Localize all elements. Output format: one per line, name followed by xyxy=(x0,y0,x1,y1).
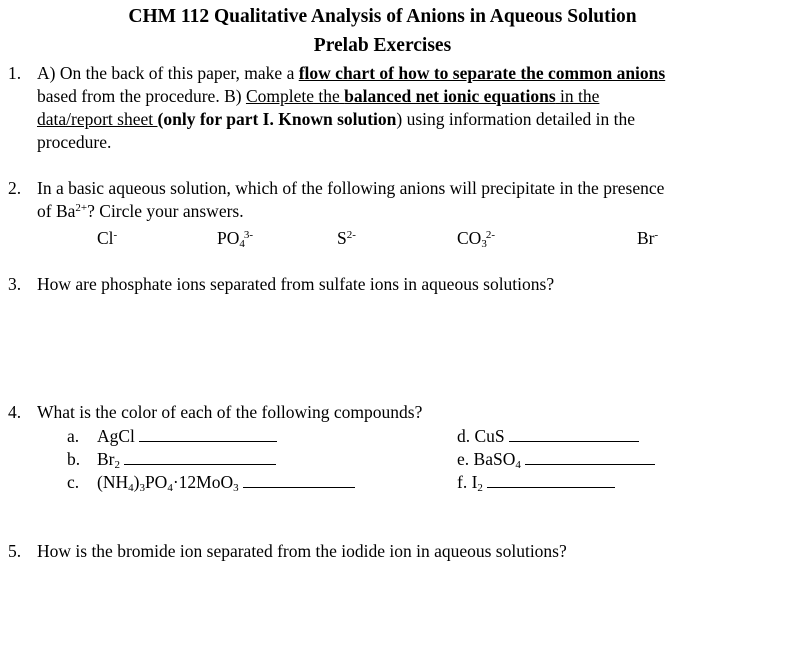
anion-subscript: 3 xyxy=(481,238,487,251)
q4-item-b xyxy=(97,448,276,470)
question-1-number: 1. xyxy=(8,63,22,83)
anion-choice-chloride[interactable] xyxy=(97,227,117,249)
answer-blank-i2[interactable] xyxy=(487,471,615,488)
compound-formula-part: f. I xyxy=(457,472,478,492)
q1-known-solution-emphasis: (only for part I. Known solution xyxy=(157,109,397,129)
anion-charge: 2- xyxy=(485,228,495,241)
q1-complete-underlined: Complete the xyxy=(245,86,345,106)
anion-formula: S xyxy=(337,228,347,248)
question-2-line-1: In a basic aqueous solution, which of the following anions will precipitate in the presence xyxy=(37,178,665,198)
anion-charge: 2- xyxy=(346,228,356,241)
q1-report-sheet-underlined: data/report sheet xyxy=(37,109,158,129)
question-1-line-3 xyxy=(37,108,635,130)
compound-subscript: 3 xyxy=(233,482,239,495)
question-1-line-2 xyxy=(37,85,599,107)
compound-subscript: 4 xyxy=(515,459,521,472)
question-5-text: How is the bromide ion separated from the iodide ion in aqueous solutions? xyxy=(37,541,567,561)
compound-formula-part: Br xyxy=(97,449,115,469)
compound-br2 xyxy=(97,449,120,472)
answer-blank-ammonium-phosphomolybdate[interactable] xyxy=(243,471,355,488)
question-3-number: 3. xyxy=(8,274,22,294)
answer-blank-baso4[interactable] xyxy=(525,448,655,465)
question-1-line-4: procedure. xyxy=(37,132,112,152)
page-title: CHM 112 Qualitative Analysis of Anions in Aqueous Solution xyxy=(128,6,637,27)
q2-text-part: of Ba xyxy=(37,201,76,221)
anion-charge: - xyxy=(113,228,118,241)
q1-flow-chart-emphasis: flow chart of how to separate the common anions xyxy=(298,63,666,83)
anion-choice-phosphate[interactable] xyxy=(217,227,253,249)
anion-choice-bromide[interactable] xyxy=(637,227,658,249)
compound-agcl: AgCl xyxy=(97,426,135,446)
compound-ammonium-phosphomolybdate xyxy=(97,472,239,495)
anion-subscript: 4 xyxy=(239,238,245,251)
compound-subscript: 2 xyxy=(477,482,483,495)
anion-choice-carbonate[interactable] xyxy=(457,227,495,249)
question-5-number: 5. xyxy=(8,541,22,561)
compound-cus: d. CuS xyxy=(457,426,505,446)
anion-formula: CO xyxy=(457,228,482,248)
q1-net-ionic-emphasis: balanced net ionic equations xyxy=(344,86,556,106)
compound-formula-part: (NH xyxy=(97,472,129,492)
compound-subscript: 4 xyxy=(167,482,173,495)
q1-text-part: ) using information detailed in the xyxy=(396,109,636,129)
q1-text-part-underlined: in the xyxy=(555,86,600,106)
anion-formula: Cl xyxy=(97,228,114,248)
q4-item-c xyxy=(97,471,355,493)
anion-choice-sulfide[interactable] xyxy=(337,227,356,249)
q2-text-part: ? Circle your answers. xyxy=(87,201,244,221)
question-2-number: 2. xyxy=(8,178,22,198)
page-subtitle: Prelab Exercises xyxy=(313,35,452,56)
q4-item-e xyxy=(457,448,655,470)
q1-text-part: based from the procedure. B) xyxy=(37,86,246,106)
q4-item-a-label: a. xyxy=(67,426,80,446)
question-4-number: 4. xyxy=(8,402,22,422)
q4-item-b-label: b. xyxy=(67,449,81,469)
compound-subscript: 2 xyxy=(114,459,120,472)
answer-blank-br2[interactable] xyxy=(124,448,276,465)
anion-charge: 3- xyxy=(243,228,254,241)
question-4-text: What is the color of each of the following compounds? xyxy=(37,402,423,422)
answer-blank-agcl[interactable] xyxy=(139,425,277,442)
anion-formula: Br xyxy=(637,228,655,248)
compound-formula-part: PO xyxy=(144,472,168,492)
question-1-line-1 xyxy=(37,62,665,84)
q4-item-c-label: c. xyxy=(67,472,80,492)
question-2-line-2 xyxy=(37,200,244,222)
q4-item-d xyxy=(457,425,639,447)
compound-subscript: 3 xyxy=(139,482,145,495)
q1-text-part: A) On the back of this paper, make a xyxy=(37,63,299,83)
compound-subscript: 4 xyxy=(128,482,134,495)
barium-charge: 2+ xyxy=(75,201,88,214)
answer-blank-cus[interactable] xyxy=(509,425,639,442)
compound-baso4 xyxy=(457,449,521,472)
q4-item-a xyxy=(97,425,277,447)
compound-formula-part: e. BaSO xyxy=(457,449,516,469)
anion-charge: - xyxy=(654,228,659,241)
compound-formula-part: ·12MoO xyxy=(172,472,234,492)
question-3-text: How are phosphate ions separated from sulfate ions in aqueous solutions? xyxy=(37,274,555,294)
q4-item-f xyxy=(457,471,615,493)
compound-i2 xyxy=(457,472,483,495)
compound-formula-part: ) xyxy=(133,472,140,492)
anion-formula: PO xyxy=(217,228,240,248)
